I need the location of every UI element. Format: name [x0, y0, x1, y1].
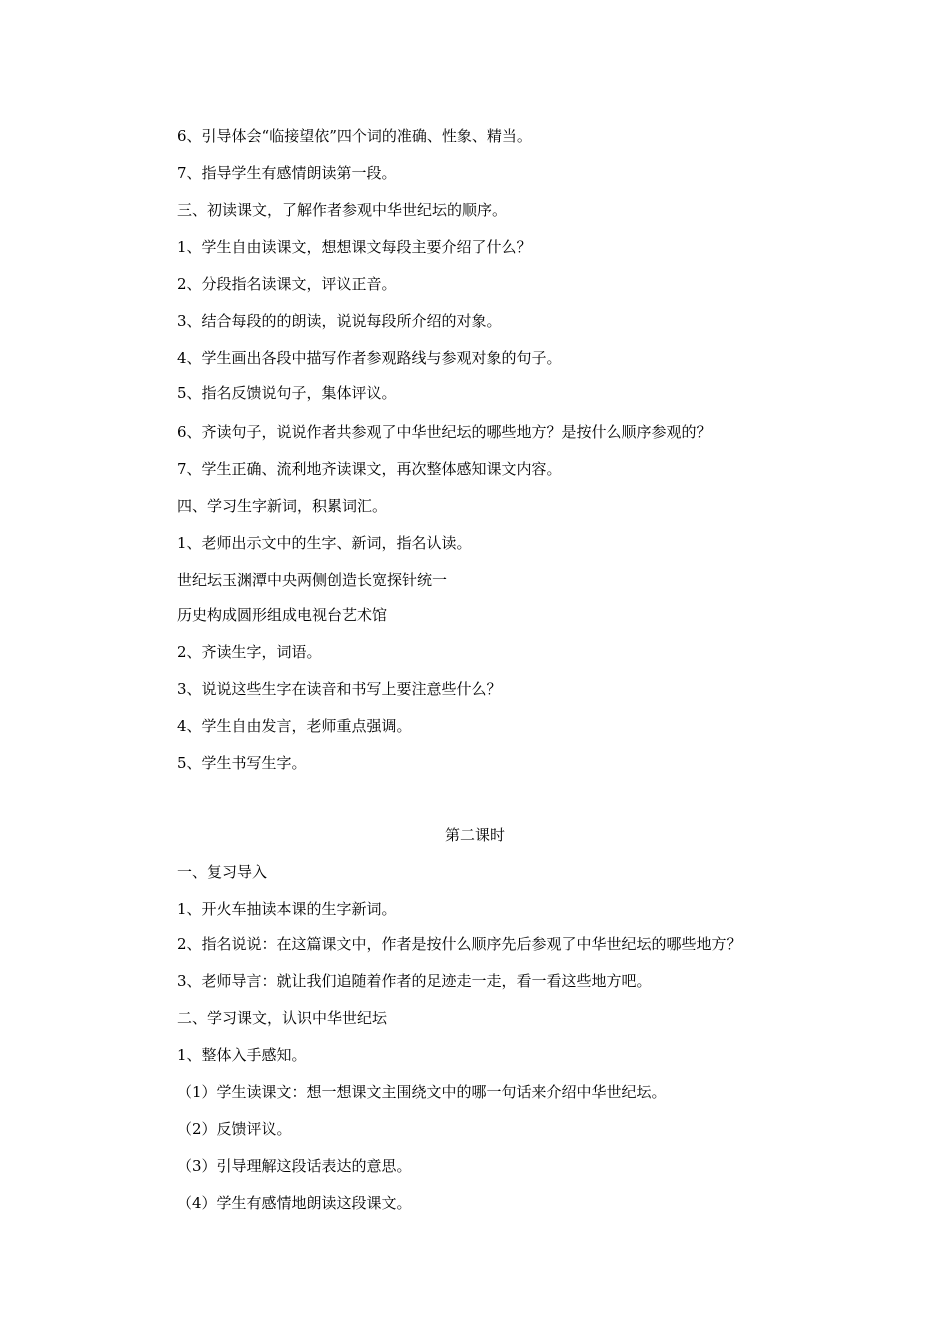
- paragraph: 1、开火车抽读本课的生字新词。: [177, 900, 397, 918]
- section-heading: 四、学习生字新词，积累词汇。: [177, 497, 388, 515]
- paragraph: 1、整体入手感知。: [177, 1046, 307, 1064]
- paragraph: （1）学生读课文：想一想课文主围绕文中的哪一句话来介绍中华世纪坛。: [177, 1083, 667, 1101]
- paragraph: 4、学生画出各段中描写作者参观路线与参观对象的句子。: [177, 349, 562, 367]
- vocabulary-line: 世纪坛玉渊潭中央两侧创造长宽探针统一: [177, 571, 448, 589]
- paragraph: 5、学生书写生字。: [177, 754, 307, 772]
- paragraph: （4）学生有感情地朗读这段课文。: [177, 1194, 412, 1212]
- paragraph: 3、说说这些生字在读音和书写上要注意些什么？: [177, 680, 502, 698]
- section-heading: 一、复习导入: [177, 863, 268, 881]
- paragraph: （2）反馈评议。: [177, 1120, 292, 1138]
- section-heading: 三、初读课文，了解作者参观中华世纪坛的顺序。: [177, 201, 508, 219]
- paragraph: 2、齐读生字，词语。: [177, 643, 322, 661]
- paragraph: 4、学生自由发言，老师重点强调。: [177, 717, 412, 735]
- lesson-heading: 第二课时: [444, 826, 505, 844]
- paragraph: 1、老师出示文中的生字、新词，指名认读。: [177, 534, 472, 552]
- paragraph: 7、指导学生有感情朗读第一段。: [177, 164, 397, 182]
- paragraph: 3、老师导言：就让我们追随着作者的足迹走一走，看一看这些地方吧。: [177, 972, 652, 990]
- vocabulary-line: 历史构成圆形组成电视台艺术馆: [177, 606, 388, 624]
- paragraph: 2、分段指名读课文，评议正音。: [177, 275, 397, 293]
- paragraph: 3、结合每段的的朗读，说说每段所介绍的对象。: [177, 312, 502, 330]
- paragraph: 5、指名反馈说句子，集体评议。: [177, 384, 397, 402]
- paragraph: 6、齐读句子，说说作者共参观了中华世纪坛的哪些地方？是按什么顺序参观的？: [177, 423, 712, 441]
- paragraph: 7、学生正确、流利地齐读课文，再次整体感知课文内容。: [177, 460, 562, 478]
- section-heading: 二、学习课文，认识中华世纪坛: [177, 1009, 388, 1027]
- paragraph: （3）引导理解这段话表达的意思。: [177, 1157, 412, 1175]
- paragraph: 1、学生自由读课文，想想课文每段主要介绍了什么？: [177, 238, 532, 256]
- paragraph: 6、引导体会“临接望依”四个词的准确、性象、精当。: [177, 127, 532, 145]
- paragraph: 2、指名说说：在这篇课文中，作者是按什么顺序先后参观了中华世纪坛的哪些地方？: [177, 935, 742, 953]
